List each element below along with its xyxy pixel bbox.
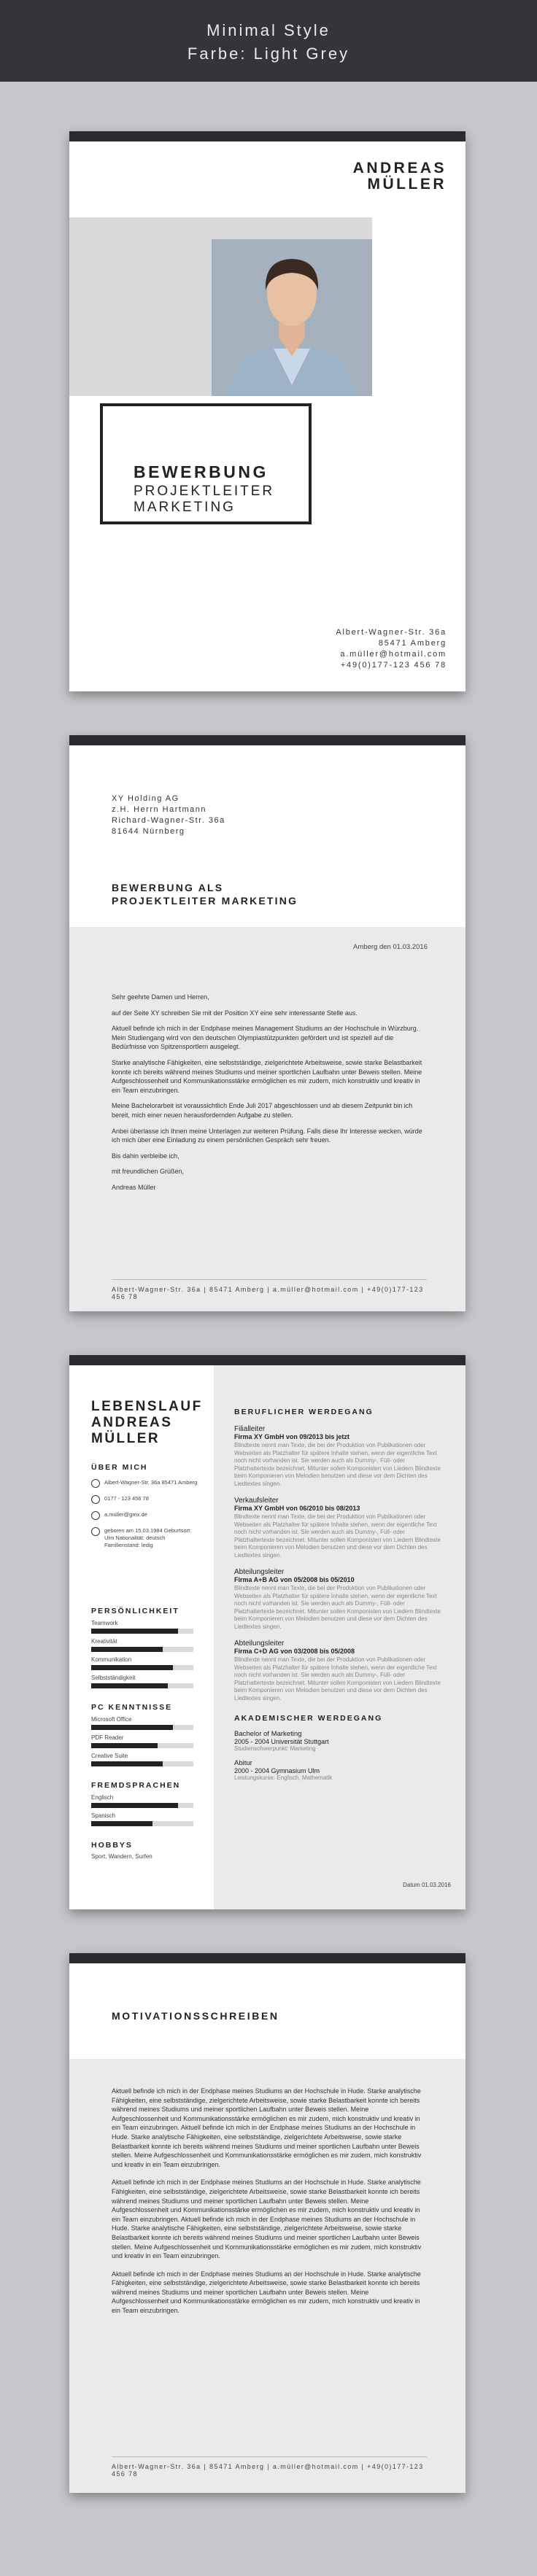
job-date: Firma XY GmbH von 09/2013 bis jetzt [234,1433,349,1440]
skill-item [91,1656,193,1670]
recipient-company: XY Holding AG [112,794,179,803]
last-name: MÜLLER [367,176,447,193]
letter-body [69,927,465,1311]
portrait-icon [212,239,372,396]
letter-paragraph: Starke analytische Fähigkeiten, eine selbstständige, zielgerichtete Arbeitsweise, sowie starke Belastbarkeit konnte ich bereits während meines Studiums und meiner sportlichen Laufbahn unter Beweis stellen. Meine Aufgeschlossenheit und Kommunikationsstärke ermöglichen es mir zudem, mich konstruktiv und kreativ in ein Team einzubringen. [112,1058,422,1094]
skill-item [91,1794,193,1808]
letter-text [112,993,427,1199]
job-date: Firma C+D AG von 03/2008 bis 05/2008 [234,1648,355,1655]
skill-track [91,1647,193,1652]
skill-fill [91,1803,178,1808]
skill-label: Englisch [91,1794,114,1801]
skill-label: Selbstständigkeit [91,1675,136,1681]
letter-paragraph: Bis dahin verbleibe ich, [112,1152,179,1160]
about-section [91,1463,201,1549]
top-bar [69,1355,465,1365]
skill-label: Kommunikation [91,1656,132,1663]
cover-letter-page [69,735,465,1311]
skill-label: Microsoft Office [91,1716,132,1723]
address-email: a.müller@hotmail.com [340,650,447,659]
cv-date: Datum 01.03.2016 [403,1882,451,1888]
top-bar [69,131,465,141]
job-text: Blindtexte nennt man Texte, die bei der Produktion von Publikationen oder Webseiten als Platzhalter für spätere Inhalte stehen, wenn der eigentliche Text noch nicht vorhanden ist. Sie werden auch als Dummy-, Füll- oder Platzhaltertexte bezeichnet. Mitunter sollen Komponisten von Liedern Blindtexte beim Komponieren von Melodien benutzen und diese vor dem Dichten des Liedtextes singen. [234,1585,441,1630]
skills-section [91,1607,193,1860]
education-date: 2005 - 2004 Universität Stuttgart [234,1738,329,1745]
job-text: Blindtexte nennt man Texte, die bei der Produktion von Publikationen oder Webseiten als Platzhalter für spätere Inhalte stehen, wenn der eigentliche Text noch nicht vorhanden ist. Sie werden auch als Dummy-, Füll- oder Platzhaltertexte bezeichnet. Mitunter sollen Komponisten von Liedern Blindtexte beim Komponieren von Melodien benutzen und diese vor dem Dichten des Liedtextes singen. [234,1513,441,1559]
job-title: Verkaufsleiter [234,1497,279,1505]
job-title: Filialleiter [234,1425,266,1433]
personality-title: PERSÖNLICHKEIT [91,1607,179,1615]
cv-heading-line3: MÜLLER [91,1431,161,1446]
banner [0,0,537,82]
skill-track [91,1683,193,1688]
skill-fill [91,1629,178,1634]
recipient-person: z.H. Herrn Hartmann [112,805,206,814]
hobbies-text: Sport, Wandern, Surfen [91,1853,152,1860]
job-entry [234,1497,446,1559]
education-title-text: Bachelor of Marketing [234,1730,302,1738]
about-title: ÜBER MICH [91,1463,148,1472]
cover-title: BEWERBUNG [134,462,268,481]
skill-track [91,1665,193,1670]
skill-track [91,1821,193,1826]
skill-label: Creative Suite [91,1753,128,1759]
location-icon [91,1479,100,1488]
job-date: Firma XY GmbH von 06/2010 bis 08/2013 [234,1505,360,1512]
skill-label: Kreativität [91,1638,117,1645]
letter-paragraph: Meine Bachelorarbeit ist voraussichtlich Ende Juli 2017 abgeschlossen und ab diesem Zeitpunkt bin ich bereit, mich einer neuen herausfordernden Aufgabe zu stellen. [112,1102,413,1119]
cover-subtitle-line1: PROJEKTLEITER [134,484,275,499]
skill-track [91,1761,193,1766]
mail-icon [91,1511,100,1520]
skill-fill [91,1647,163,1652]
letter-paragraph: mit freundlichen Grüßen, [112,1168,185,1176]
cover-subtitle-line2: MARKETING [134,500,236,515]
recipient-street: Richard-Wagner-Str. 36a [112,816,225,825]
contact-phone: 0177 - 123 456 78 [104,1495,149,1502]
job-title: Abteilungsleiter [234,1568,285,1576]
skill-fill [91,1761,163,1766]
address-street: Albert-Wagner-Str. 36a [336,628,447,637]
job-entry [234,1425,446,1488]
skill-fill [91,1683,168,1688]
cover-name [353,160,447,193]
letter-paragraph: Sehr geehrte Damen und Herren, [112,993,209,1001]
contact-row [91,1495,201,1504]
letter-subject [112,881,298,907]
motivation-text [112,2087,427,2324]
contact-address: Albert-Wagner-Str. 36a 85471 Amberg [104,1479,198,1486]
skill-item [91,1675,193,1688]
top-bar [69,735,465,745]
job-date: Firma A+B AG von 05/2008 bis 05/2010 [234,1576,355,1583]
banner-color: Farbe: Light Grey [187,44,350,63]
job-entry [234,1640,446,1702]
address-city: 85471 Amberg [378,639,447,648]
banner-style: Minimal Style [206,21,331,39]
education-entry [234,1730,446,1752]
skill-label: Teamwork [91,1620,118,1626]
first-name: ANDREAS [352,160,447,176]
letter-paragraph: Anbei überlasse ich Ihnen meine Unterlagen zur weiteren Prüfung. Falls diese Ihr Interesse wecken, würde ich mich über eine Einladung zu einem persönlichen Gespräch sehr freuen. [112,1127,422,1144]
skill-item [91,1753,193,1766]
education-sub: Leistungskurse: Englisch, Mathematik [234,1774,333,1781]
contact-personal: geboren am 15.03.1984 Geburtsort: Ulm Nationalität: deutsch Familienstand: ledig [104,1527,192,1548]
skill-fill [91,1821,152,1826]
pc-title: PC KENNTNISSE [91,1703,173,1712]
skill-track [91,1725,193,1730]
cover-subtitle [134,484,274,516]
job-title: Abteilungsleiter [234,1640,285,1648]
motivation-footer: Albert-Wagner-Str. 36a | 85471 Amberg | a.müller@hotmail.com | +49(0)177-123 456 78 [112,2463,424,2478]
education-date: 2000 - 2004 Gymnasium Ulm [234,1767,320,1774]
recipient-city: 81644 Nürnberg [112,827,185,836]
recipient-block [112,794,225,837]
career-title: BERUFLICHER WERDEGANG [234,1408,374,1416]
skill-track [91,1629,193,1634]
letter-subject-line2: PROJEKTLEITER MARKETING [112,895,298,907]
contact-row [91,1527,201,1549]
motivation-paragraph: Aktuell befinde ich mich in der Endphase meines Studiums an der Hochschule in Hude. Starke analytische Fähigkeiten, eine selbstständige, zielgerichtete Arbeitsweise, sowie starke Belastbarkeit konnte ich bereits während meines Studiums und meiner sportlichen Laufbahn unter Beweis stellen. Meine Aufgeschlossenheit und Kommunikationsstärke ermöglichen es mir zudem, mich konstruktiv und kreativ in ein Team einzubringen. Aktuell befinde ich mich in der Endphase meines Studiums an der Hochschule in Hude. Starke analytische Fähigkeiten, eine selbstständige, zielgerichtete Arbeitsweise, sowie starke Belastbarkeit konnte ich bereits während meines Studiums und meiner sportlichen Laufbahn unter Beweis stellen. Meine Aufgeschlossenheit und Kommunikationsstärke ermöglichen es mir zudem, mich konstruktiv und kreativ in ein Team einzubringen. [112,2179,422,2260]
phone-icon [91,1495,100,1504]
contact-row [91,1479,201,1488]
cover-address [336,627,447,671]
education-title-text: Abitur [234,1759,252,1767]
cv-heading [91,1399,203,1447]
skill-fill [91,1665,173,1670]
letter-signature: Andreas Müller [112,1183,156,1191]
skill-track [91,1803,193,1808]
footer-divider [112,2456,427,2457]
contact-row [91,1511,201,1520]
address-phone: +49(0)177-123 456 78 [340,661,447,670]
hobbies-title: HOBBYS [91,1841,133,1850]
skill-item [91,1638,193,1652]
motivation-body [69,2059,465,2493]
letter-paragraph: Aktuell befinde ich mich in der Endphase meines Management Studiums an der Hochschule in Würzburg. Mein Studiengang wird von den deutschen Olympiastützpunkten gefördert und ist speziell auf die Bedürfnisse von Spitzensportlern ausgelegt. [112,1025,419,1051]
cv-heading-line1: LEBENSLAUF [91,1399,203,1414]
letter-footer: Albert-Wagner-Str. 36a | 85471 Amberg | a.müller@hotmail.com | +49(0)177-123 456 78 [112,1286,424,1300]
skill-label: Spanisch [91,1812,115,1819]
cv-heading-line2: ANDREAS [91,1415,173,1430]
languages-title: FREMDSPRACHEN [91,1781,181,1790]
education-title: AKADEMISCHER WERDEGANG [234,1714,383,1723]
motivation-page [69,1953,465,2493]
cv-page [69,1355,465,1909]
education-entry [234,1759,446,1781]
education-sub: Studienschwerpunkt: Marketing [234,1745,316,1752]
job-text: Blindtexte nennt man Texte, die bei der Produktion von Publikationen oder Webseiten als Platzhalter für spätere Inhalte stehen, wenn der eigentliche Text noch nicht vorhanden ist. Sie werden auch als Dummy-, Füll- oder Platzhaltertexte bezeichnet. Mitunter sollen Komponisten von Liedern Blindtexte beim Komponieren von Melodien benutzen und diese vor dem Dichten des Liedtextes singen. [234,1442,441,1487]
skill-label: PDF Reader [91,1734,124,1741]
footer-divider [112,1279,427,1280]
skill-fill [91,1725,173,1730]
motivation-paragraph: Aktuell befinde ich mich in der Endphase meines Studiums an der Hochschule in Hude. Starke analytische Fähigkeiten, eine selbstständige, zielgerichtete Arbeitsweise, sowie starke Belastbarkeit konnte ich bereits während meines Studiums und meiner sportlichen Laufbahn unter Beweis stellen. Meine Aufgeschlossenheit und Kommunikationsstärke ermöglichen es mir zudem, mich konstruktiv und kreativ in ein Team einzubringen. [112,2270,421,2315]
job-entry [234,1568,446,1631]
contact-email: a.müller@gmx.de [104,1511,147,1518]
motivation-title: MOTIVATIONSSCHREIBEN [112,2010,279,2022]
motivation-paragraph: Aktuell befinde ich mich in der Endphase meines Studiums an der Hochschule in Hude. Starke analytische Fähigkeiten, eine selbstständige, zielgerichtete Arbeitsweise, sowie starke Belastbarkeit konnte ich bereits während meines Studiums und meiner sportlichen Laufbahn unter Beweis stellen. Meine Aufgeschlossenheit und Kommunikationsstärke ermöglichen es mir zudem, mich konstruktiv und kreativ in ein Team einzubringen. Aktuell befinde ich mich in der Endphase meines Studiums an der Hochschule in Hude. Starke analytische Fähigkeiten, eine selbstständige, zielgerichtete Arbeitsweise, sowie starke Belastbarkeit konnte ich bereits während meines Studiums und meiner sportlichen Laufbahn unter Beweis stellen. Meine Aufgeschlossenheit und Kommunikationsstärke ermöglichen es mir zudem, mich konstruktiv und kreativ in ein Team einzubringen. [112,2087,422,2168]
job-text: Blindtexte nennt man Texte, die bei der Produktion von Publikationen oder Webseiten als Platzhalter für spätere Inhalte stehen, wenn der eigentliche Text noch nicht vorhanden ist. Sie werden auch als Dummy-, Füll- oder Platzhaltertexte bezeichnet. Mitunter sollen Komponisten von Liedern Blindtexte beim Komponieren von Melodien benutzen und diese vor dem Dichten des Liedtextes singen. [234,1656,441,1702]
letter-paragraph: auf der Seite XY schreiben Sie mit der Position XY eine sehr interessante Stelle aus. [112,1009,358,1017]
skill-item [91,1734,193,1748]
person-icon [91,1527,100,1536]
skill-track [91,1743,193,1748]
letter-subject-line1: BEWERBUNG ALS [112,882,224,893]
skill-item [91,1716,193,1730]
skill-fill [91,1743,158,1748]
top-bar [69,1953,465,1963]
career-section [234,1408,446,1781]
skill-item [91,1812,193,1826]
skill-item [91,1620,193,1634]
cover-page [69,131,465,691]
letter-date: Amberg den 01.03.2016 [353,943,428,951]
portrait-photo [212,239,372,396]
